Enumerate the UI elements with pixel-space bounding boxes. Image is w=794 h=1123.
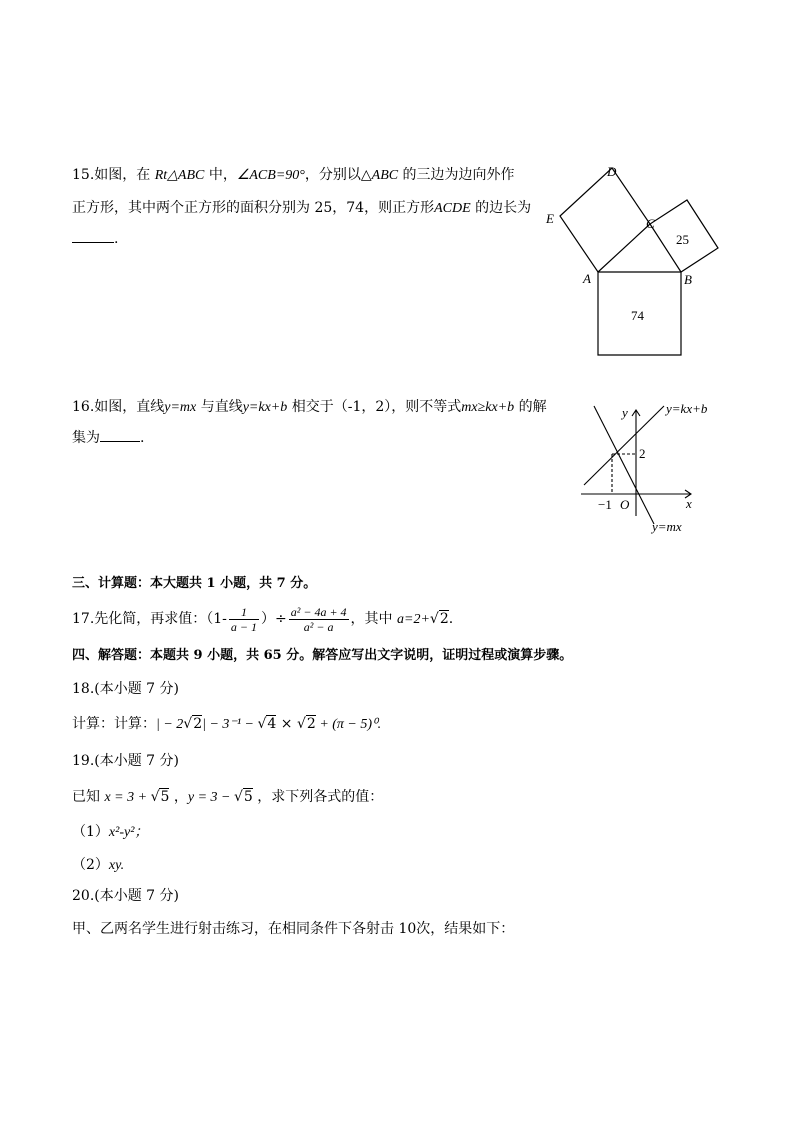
q18-line: 计算：计算：| − 2√2| − 3⁻¹ − √4 × √2 + (π − 5)⁰. bbox=[72, 716, 382, 732]
x-axis-label: x bbox=[686, 496, 692, 511]
q20-header: 20.(本小题 7 分) bbox=[72, 888, 179, 904]
q17-line: 17.先化简，再求值：（1- $\frac{1}{a - 1}$ ）÷ $\frac{\text{a² − 4a + 4}}{\text{a² − a}}$ ，其中 a=2+√2. bbox=[72, 604, 454, 634]
fraction-1: $\frac{1}{a - 1}$ bbox=[230, 604, 258, 634]
label-d: D bbox=[607, 164, 617, 179]
q19-header: 19.(本小题 7 分) bbox=[72, 753, 179, 769]
area-big-label: 74 bbox=[631, 308, 644, 323]
label-a: A bbox=[583, 271, 591, 286]
tick-label-neg1: −1 bbox=[598, 497, 612, 512]
label-b: B bbox=[684, 272, 692, 287]
q15-figure bbox=[540, 160, 730, 365]
y-axis-label: y bbox=[622, 405, 628, 420]
q19-line: 已知 x = 3 + √5 ，y = 3 − √5 ，求下列各式的值： bbox=[72, 789, 384, 805]
q19-part1: （1）x²-y²； bbox=[72, 824, 149, 840]
label-y-mx: y=mx bbox=[652, 519, 682, 534]
area-small-label: 25 bbox=[676, 232, 689, 247]
q16-figure bbox=[578, 398, 728, 538]
section-3-header: 三、计算题：本大题共 1 小题，共 7 分。 bbox=[72, 576, 317, 591]
q20-line: 甲、乙两名学生进行射击练习，在相同条件下各射击 10次，结果如下： bbox=[72, 921, 515, 937]
q16-line1: 16.如图，直线y=mx 与直线y=kx+b 相交于（-1，2），则不等式mx≥kx+b 的解 bbox=[72, 399, 547, 415]
answer-blank-15[interactable] bbox=[72, 230, 114, 243]
q19-part2: （2）xy. bbox=[72, 857, 125, 873]
square-acde bbox=[560, 168, 650, 272]
q15-line2: 正方形，其中两个正方形的面积分别为 25，74，则正方形ACDE 的边长为 bbox=[72, 200, 532, 216]
label-y-kx-b: y=kx+b bbox=[666, 401, 708, 416]
fraction-2: $\frac{\text{a² − 4a + 4}}{\text{a² − a}}$ bbox=[290, 604, 347, 634]
label-e: E bbox=[546, 211, 554, 226]
label-c: C bbox=[646, 216, 655, 231]
answer-blank-16[interactable] bbox=[100, 429, 140, 442]
q15-line1: 15.如图，在 Rt△ABC 中，∠ACB=90°，分别以△ABC 的三边为边向外作 bbox=[72, 167, 515, 183]
q18-header: 18.(本小题 7 分) bbox=[72, 681, 179, 697]
q16-line2: 集为 . bbox=[72, 430, 145, 446]
q15-line3: . bbox=[72, 230, 118, 248]
sqrt-symbol: √ bbox=[429, 611, 439, 627]
section-4-header: 四、解答题：本题共 9 小题，共 65 分。解答应写出文字说明，证明过程或演算步骤。 bbox=[72, 648, 573, 663]
origin-label: O bbox=[620, 497, 630, 512]
tick-label-2: 2 bbox=[639, 446, 646, 461]
